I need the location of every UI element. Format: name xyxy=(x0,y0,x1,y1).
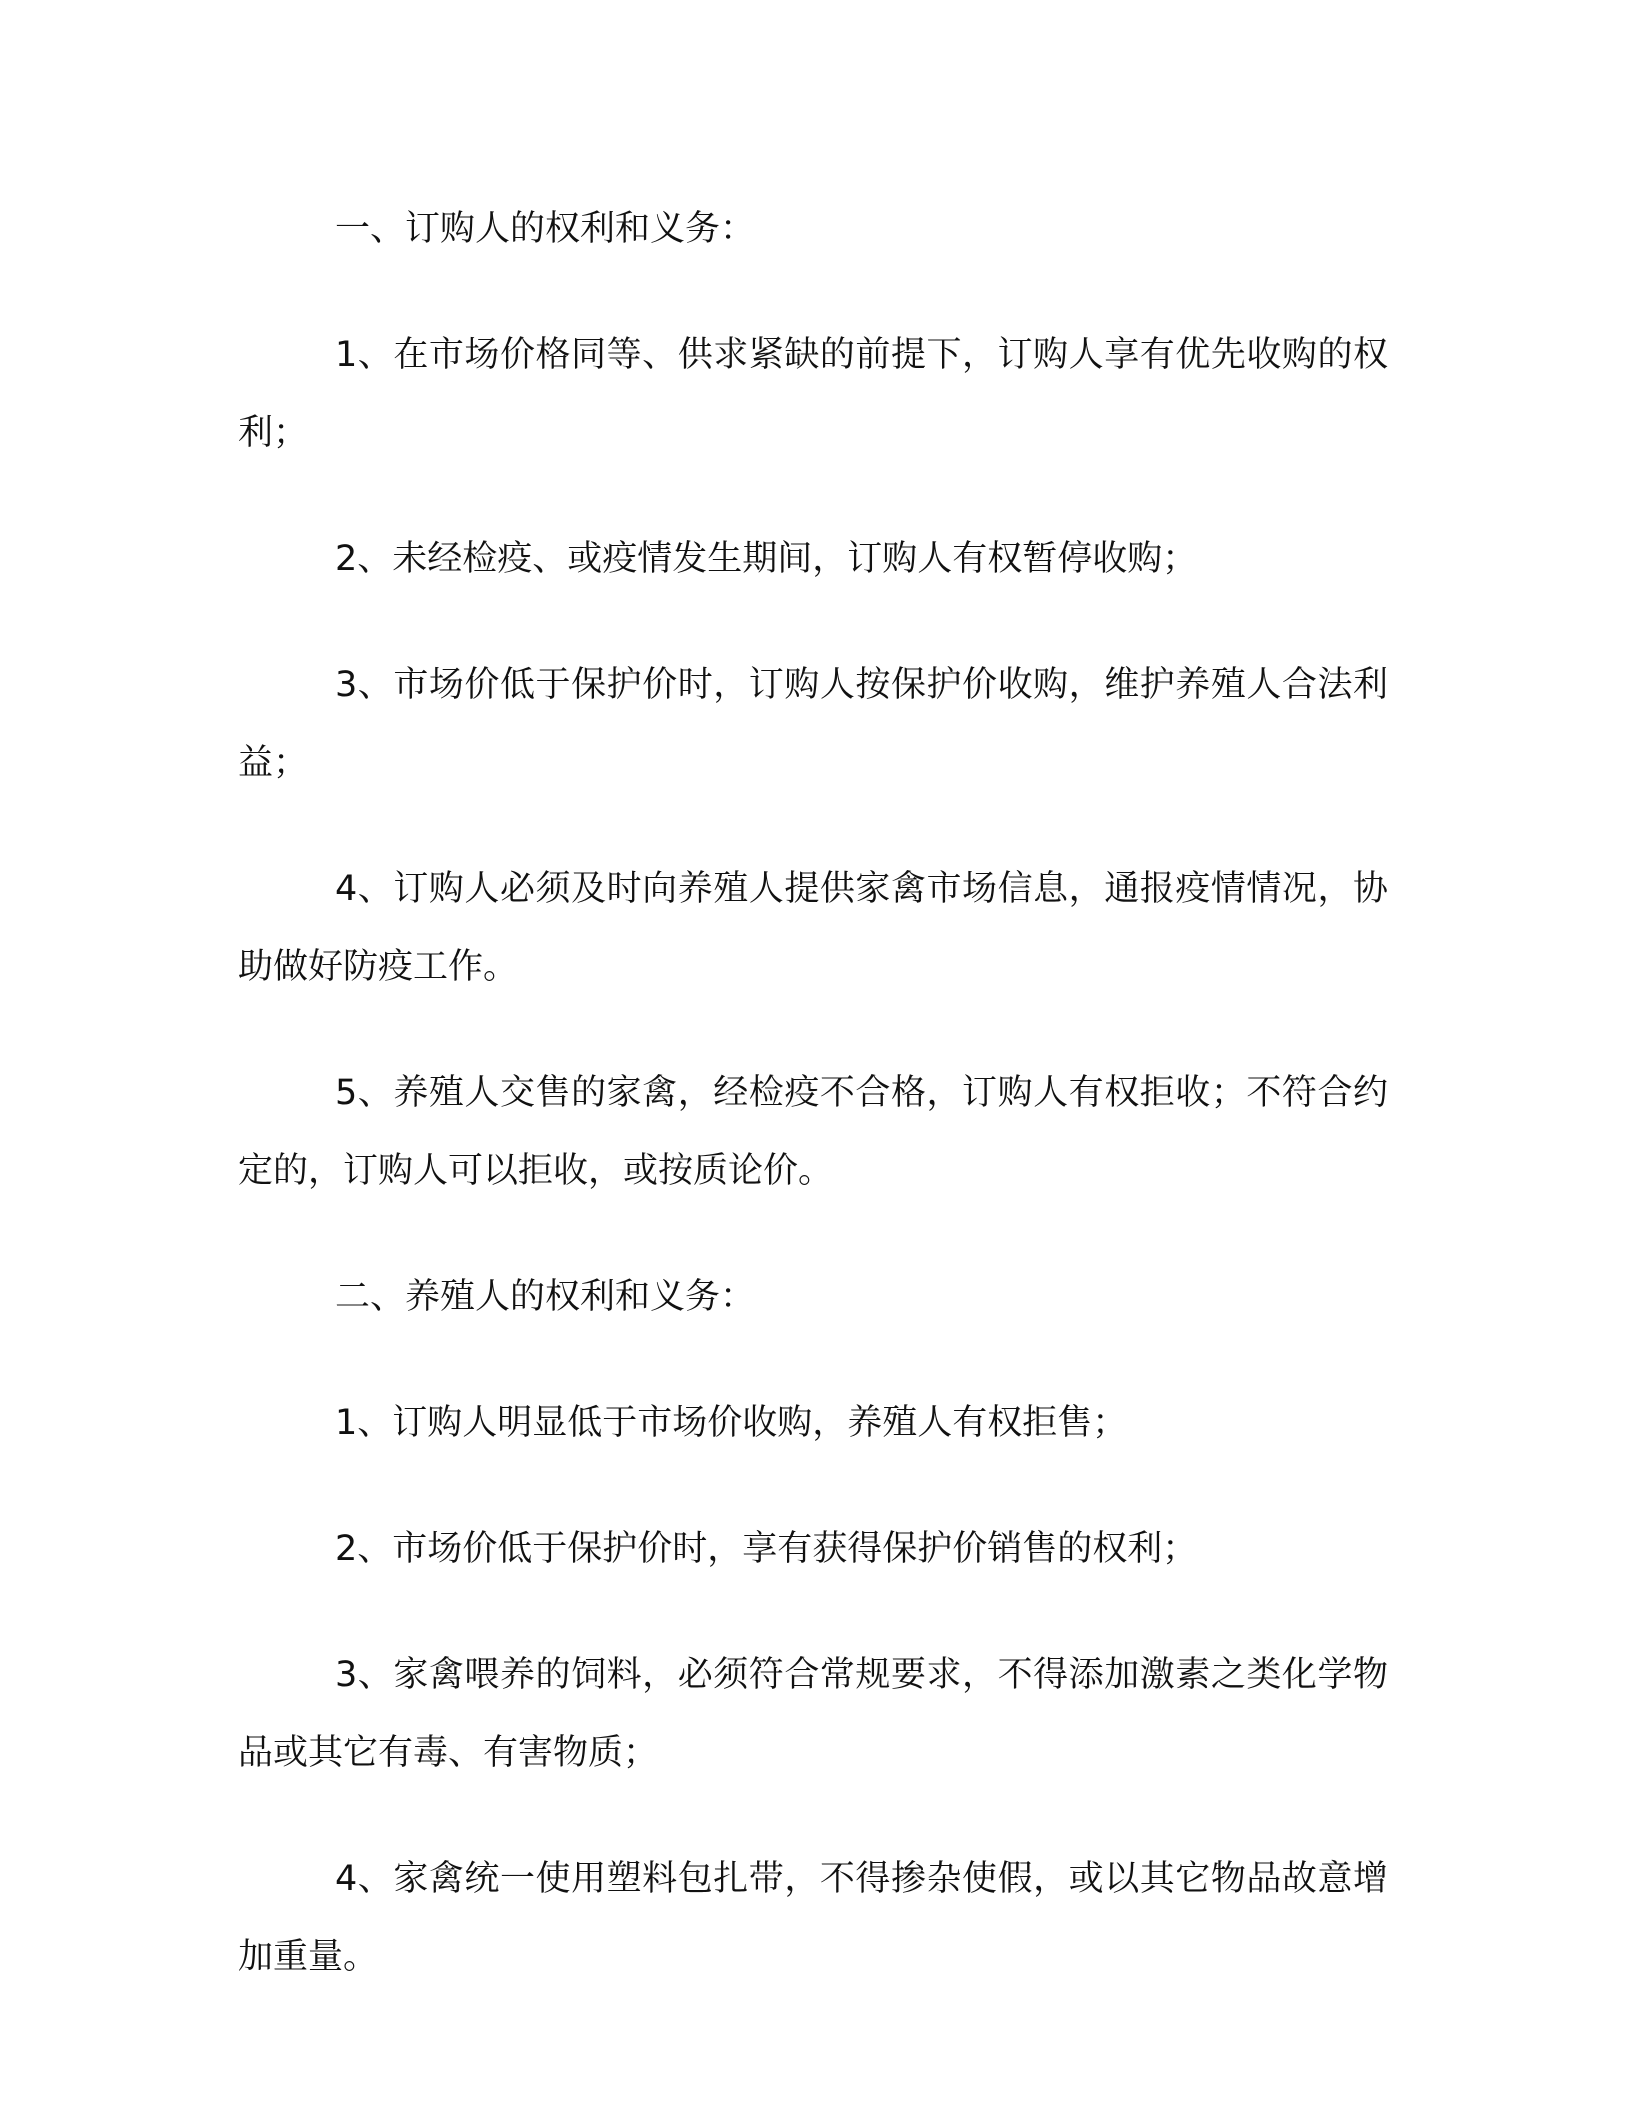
breeder-clause-1: 1、订购人明显低于市场价收购，养殖人有权拒售； xyxy=(335,1403,1128,1443)
buyer-clause-1: 1、在市场价格同等、供求紧缺的前提下，订购人享有优先收购的权利； xyxy=(238,335,1388,453)
buyer-clause-5: 5、养殖人交售的家禽，经检疫不合格，订购人有权拒收；不符合约定的，订购人可以拒收，或按质论价。 xyxy=(238,1073,1388,1191)
buyer-clause-3: 3、市场价低于保护价时，订购人按保护价收购，维护养殖人合法利益； xyxy=(238,665,1388,783)
buyer-clause-4: 4、订购人必须及时向养殖人提供家禽市场信息，通报疫情情况，协助做好防疫工作。 xyxy=(238,869,1388,987)
breeder-clause-2: 2、市场价低于保护价时，享有获得保护价销售的权利； xyxy=(335,1529,1198,1569)
document-body xyxy=(238,190,1388,2044)
breeder-clause-3: 3、家禽喂养的饲料，必须符合常规要求，不得添加激素之类化学物品或其它有毒、有害物质； xyxy=(238,1655,1388,1773)
section-heading-breeder: 二、养殖人的权利和义务： xyxy=(335,1277,756,1317)
section-heading-buyer: 一、订购人的权利和义务： xyxy=(335,209,756,249)
breeder-clause-4: 4、家禽统一使用塑料包扎带，不得掺杂使假，或以其它物品故意增加重量。 xyxy=(238,1859,1388,1977)
buyer-clause-2: 2、未经检疫、或疫情发生期间，订购人有权暂停收购； xyxy=(335,539,1198,579)
